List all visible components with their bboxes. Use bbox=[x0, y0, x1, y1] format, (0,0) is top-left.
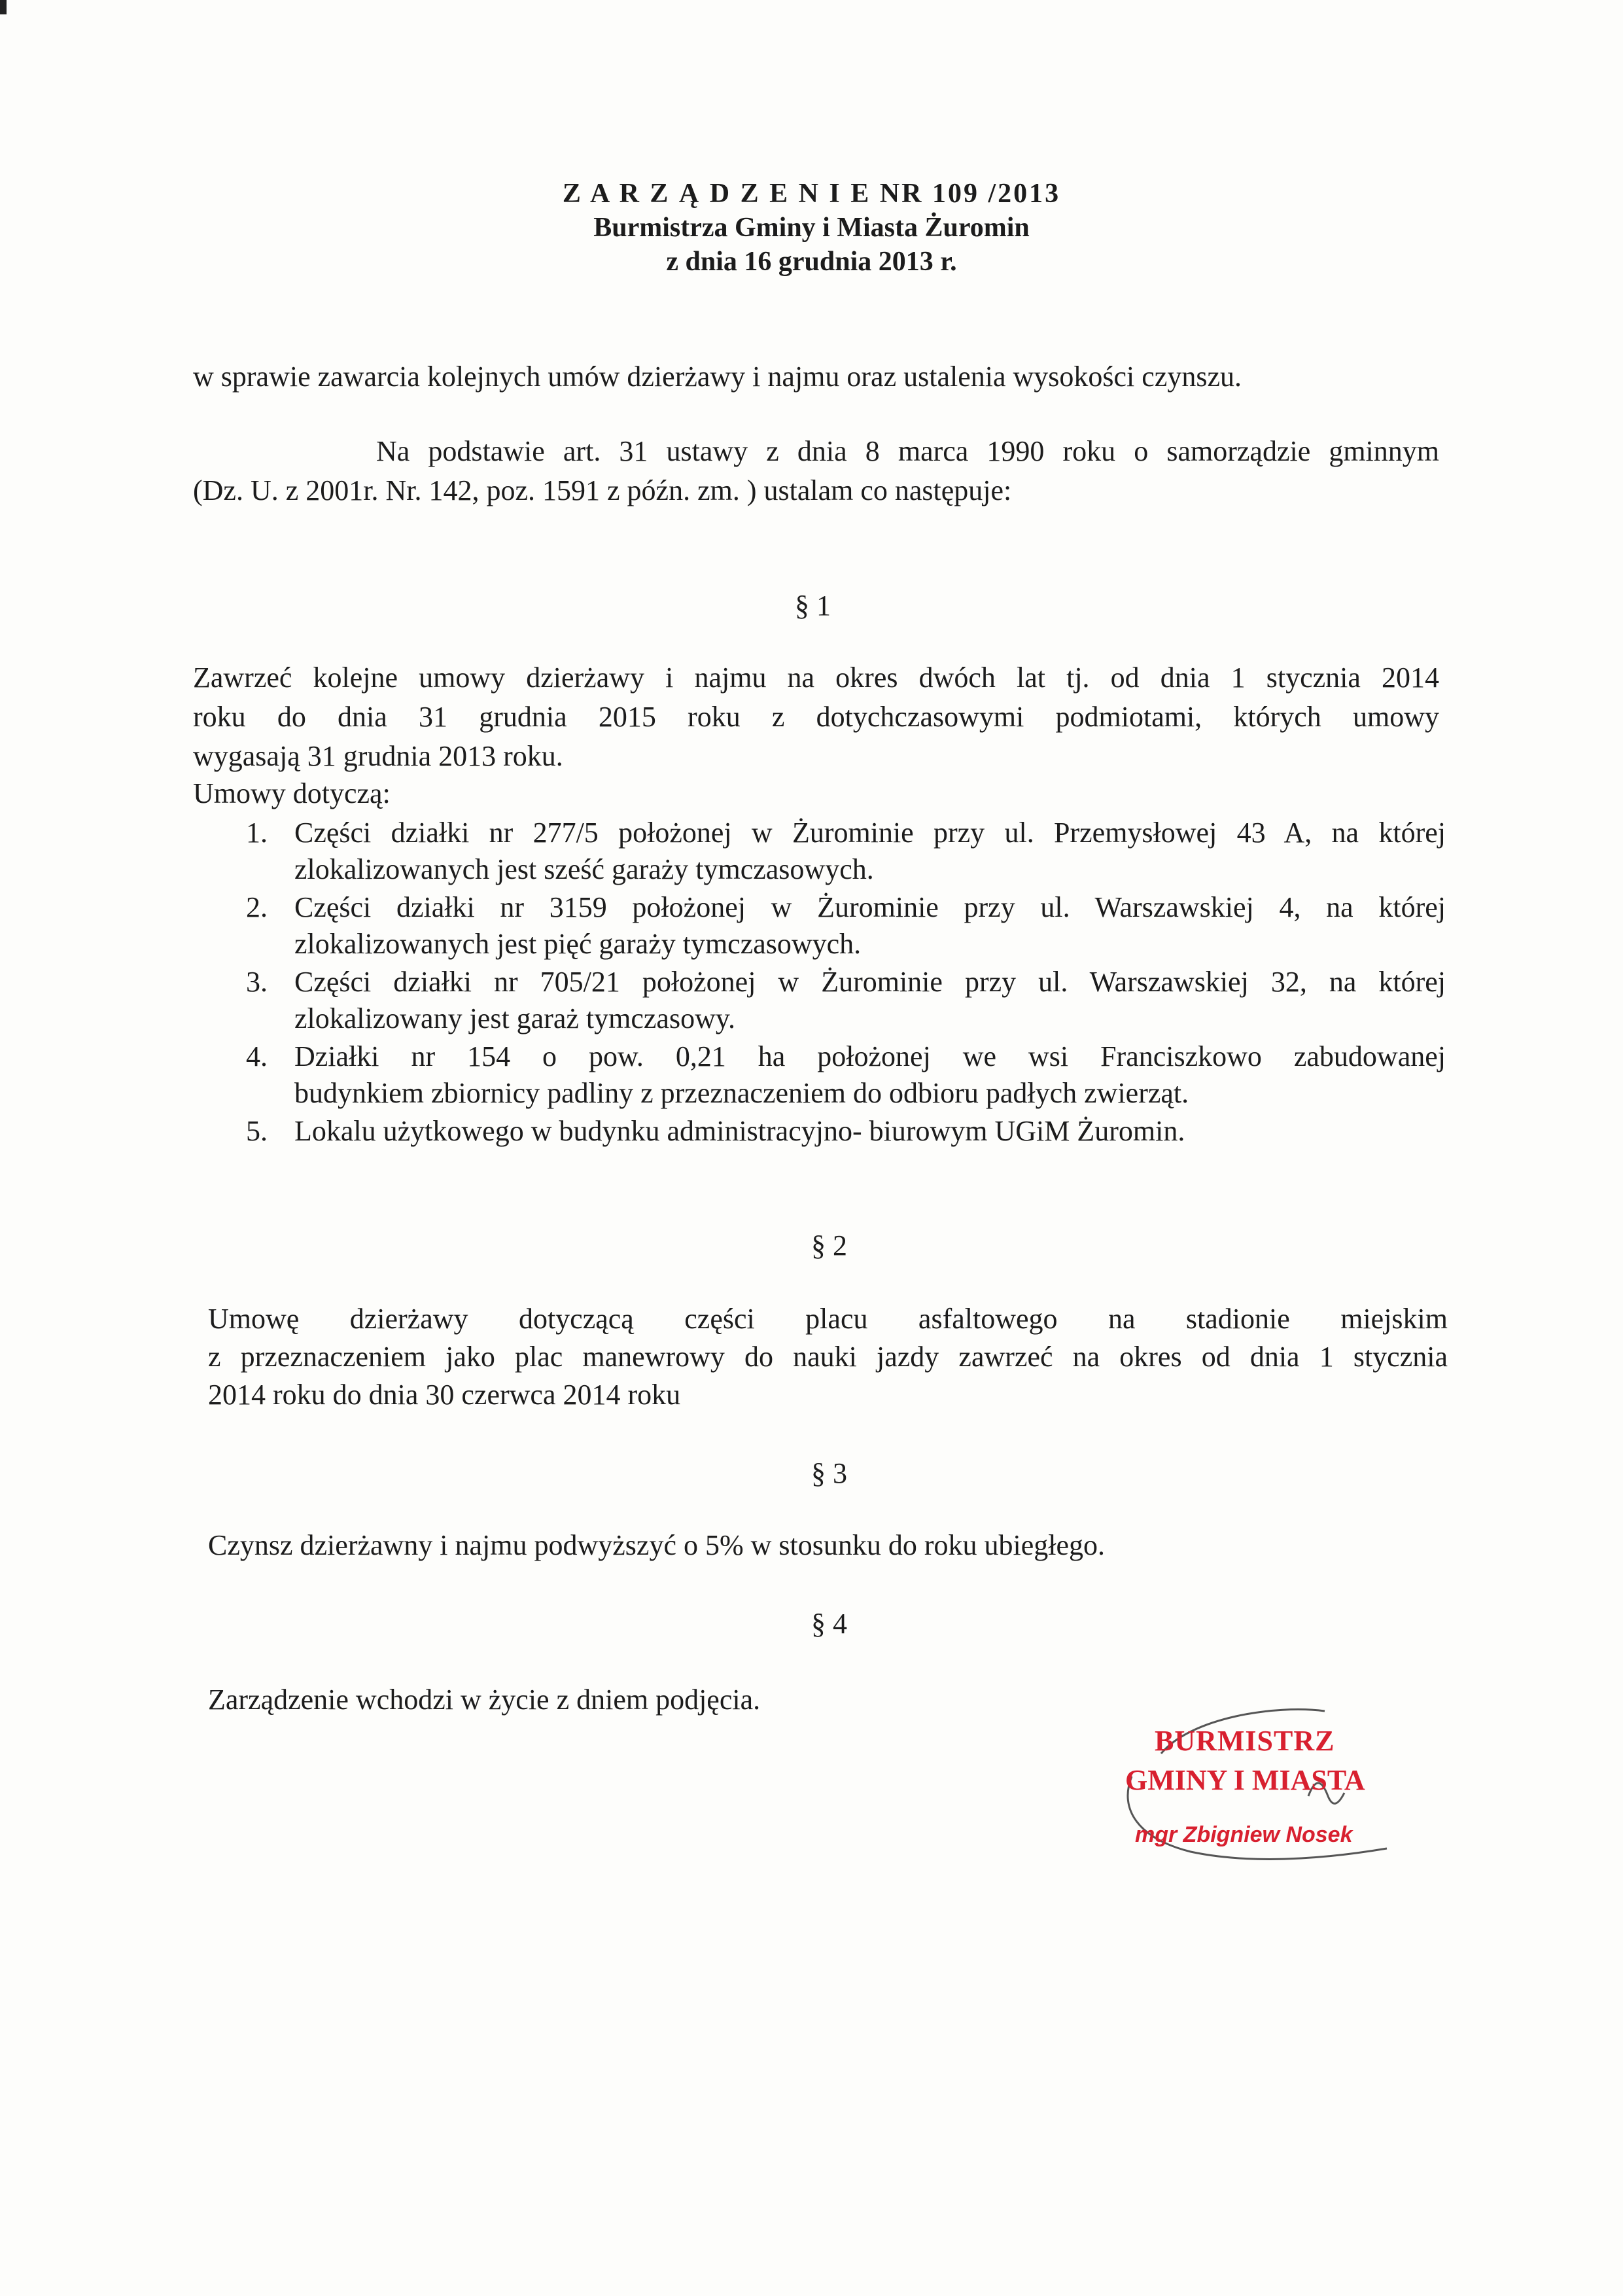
list-item bbox=[222, 964, 1446, 1037]
list-item bbox=[222, 1113, 1446, 1150]
section-1-list-intro: Umowy dotyczą: bbox=[193, 777, 391, 809]
stamp-subtitle: GMINY I MIASTA bbox=[1125, 1764, 1365, 1796]
section-1-line-3: wygasają 31 grudnia 2013 roku. bbox=[193, 740, 563, 772]
document-date: z dnia 16 grudnia 2013 r. bbox=[666, 247, 957, 277]
section-1-heading: § 1 bbox=[795, 590, 831, 622]
list-item-line-1: Części działki nr 277/5 położonej w Żurominie przy ul. Przemysłowej 43 A, na której bbox=[294, 817, 1446, 849]
list-item-line-2: budynkiem zbiornicy padliny z przeznaczeniem do odbioru padłych zwierząt. bbox=[294, 1077, 1189, 1109]
stamp-title: BURMISTRZ bbox=[1155, 1725, 1335, 1757]
section-1-line-1: Zawrzeć kolejne umowy dzierżawy i najmu na okres dwóch lat tj. od dnia 1 stycznia 2014 bbox=[193, 662, 1439, 694]
list-item-line-1: Lokalu użytkowego w budynku administracyjno- biurowym UGiM Żuromin. bbox=[294, 1115, 1185, 1147]
section-2-line-3: 2014 roku do dnia 30 czerwca 2014 roku bbox=[208, 1379, 681, 1411]
section-1-list bbox=[222, 815, 1446, 1151]
legal-basis-line-2: (Dz. U. z 2001r. Nr. 142, poz. 1591 z późn. zm. ) ustalam co następuje: bbox=[193, 474, 1012, 506]
stamp-name: mgr Zbigniew Nosek bbox=[1135, 1822, 1353, 1847]
section-3-heading: § 3 bbox=[811, 1457, 847, 1489]
list-item bbox=[222, 815, 1446, 888]
list-item bbox=[222, 889, 1446, 963]
list-item-number: 5. bbox=[246, 1115, 268, 1147]
list-item-number: 1. bbox=[246, 817, 268, 849]
list-item-line-1: Części działki nr 3159 położonej w Żurominie przy ul. Warszawskiej 4, na której bbox=[294, 891, 1446, 923]
legal-basis-line-1: Na podstawie art. 31 ustawy z dnia 8 marca 1990 roku o samorządzie gminnym bbox=[376, 435, 1439, 467]
section-1-line-2: roku do dnia 31 grudnia 2015 roku z dotychczasowymi podmiotami, których umowy bbox=[193, 701, 1439, 733]
section-2-heading: § 2 bbox=[811, 1229, 847, 1262]
document-header bbox=[0, 177, 1623, 279]
list-item-line-2: zlokalizowany jest garaż tymczasowy. bbox=[294, 1002, 735, 1034]
list-item-line-1: Działki nr 154 o pow. 0,21 ha położonej we wsi Franciszkowo zabudowanej bbox=[294, 1040, 1446, 1072]
list-item-number: 2. bbox=[246, 891, 268, 923]
list-item-number: 3. bbox=[246, 966, 268, 998]
list-item bbox=[222, 1038, 1446, 1112]
list-item-line-1: Części działki nr 705/21 położonej w Żurominie przy ul. Warszawskiej 32, na której bbox=[294, 966, 1446, 998]
subject-line: w sprawie zawarcia kolejnych umów dzierżawy i najmu oraz ustalenia wysokości czynszu. bbox=[193, 361, 1242, 393]
list-item-line-2: zlokalizowanych jest sześć garaży tymczasowych. bbox=[294, 853, 874, 885]
list-item-number: 4. bbox=[246, 1040, 268, 1072]
section-4-heading: § 4 bbox=[811, 1608, 847, 1640]
section-4-line-1: Zarządzenie wchodzi w życie z dniem podjęcia. bbox=[208, 1684, 761, 1716]
issuing-authority: Burmistrza Gminy i Miasta Żuromin bbox=[593, 213, 1030, 243]
document-title: Z A R Z Ą D Z E N I E NR 109 /2013 bbox=[562, 179, 1061, 209]
section-2-line-1: Umowę dzierżawy dotyczącą części placu asfaltowego na stadionie miejskim bbox=[208, 1303, 1448, 1335]
section-3-line-1: Czynsz dzierżawny i najmu podwyższyć o 5% w stosunku do roku ubiegłego. bbox=[208, 1529, 1106, 1561]
list-item-line-2: zlokalizowanych jest pięć garaży tymczasowych. bbox=[294, 928, 862, 960]
mayor-stamp bbox=[1112, 1691, 1400, 1888]
scan-corner-mark bbox=[0, 0, 7, 14]
section-2-line-2: z przeznaczeniem jako plac manewrowy do nauki jazdy zawrzeć na okres od dnia 1 stycznia bbox=[208, 1341, 1448, 1373]
